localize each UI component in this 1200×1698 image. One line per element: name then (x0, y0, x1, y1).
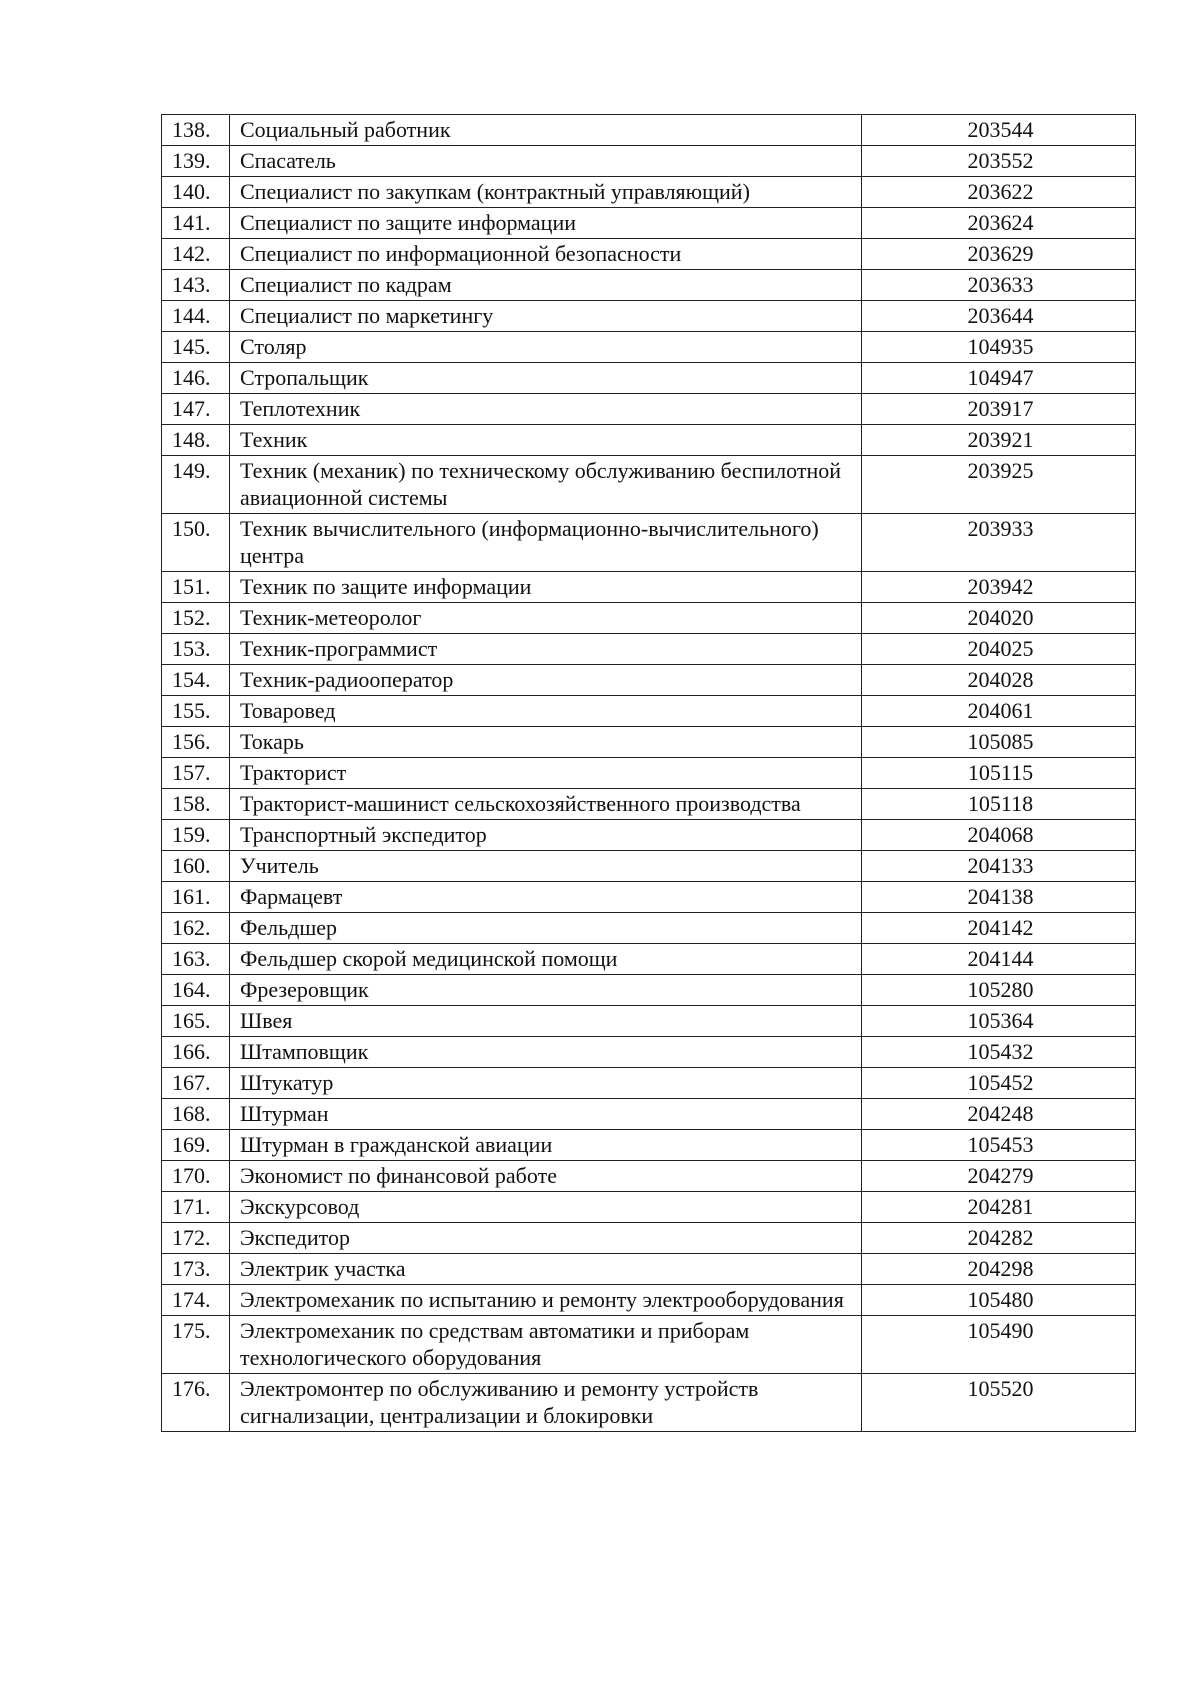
table-row (162, 882, 1136, 913)
profession-name-cell: Транспортный экспедитор (230, 820, 862, 851)
row-number-cell: 141. (162, 208, 230, 239)
profession-code-cell: 204025 (862, 634, 1136, 665)
row-number-cell: 158. (162, 789, 230, 820)
profession-name-cell: Штурман (230, 1099, 862, 1130)
table-row (162, 820, 1136, 851)
row-number-cell: 147. (162, 394, 230, 425)
profession-code-cell: 104947 (862, 363, 1136, 394)
profession-code-cell: 204281 (862, 1192, 1136, 1223)
profession-name-cell: Учитель (230, 851, 862, 882)
profession-code-cell: 203633 (862, 270, 1136, 301)
profession-code-cell: 105118 (862, 789, 1136, 820)
row-number-cell: 153. (162, 634, 230, 665)
table-row (162, 1130, 1136, 1161)
row-number-cell: 146. (162, 363, 230, 394)
table-row (162, 1161, 1136, 1192)
profession-name-cell: Теплотехник (230, 394, 862, 425)
profession-code-cell: 204020 (862, 603, 1136, 634)
row-number-cell: 138. (162, 115, 230, 146)
row-number-cell: 174. (162, 1285, 230, 1316)
row-number-cell: 166. (162, 1037, 230, 1068)
row-number-cell: 156. (162, 727, 230, 758)
profession-name-cell: Стропальщик (230, 363, 862, 394)
profession-code-cell: 105280 (862, 975, 1136, 1006)
profession-code-cell: 204068 (862, 820, 1136, 851)
table-row (162, 1192, 1136, 1223)
row-number-cell: 176. (162, 1374, 230, 1432)
profession-name-cell: Швея (230, 1006, 862, 1037)
row-number-cell: 139. (162, 146, 230, 177)
profession-code-cell: 203544 (862, 115, 1136, 146)
profession-code-cell: 203622 (862, 177, 1136, 208)
profession-name-cell: Специалист по кадрам (230, 270, 862, 301)
profession-code-cell: 105432 (862, 1037, 1136, 1068)
profession-name-cell: Электромеханик по испытанию и ремонту электрооборудования (230, 1285, 862, 1316)
profession-name-cell: Экспедитор (230, 1223, 862, 1254)
row-number-cell: 168. (162, 1099, 230, 1130)
row-number-cell: 171. (162, 1192, 230, 1223)
row-number-cell: 143. (162, 270, 230, 301)
profession-name-cell: Штамповщик (230, 1037, 862, 1068)
table-row (162, 975, 1136, 1006)
row-number-cell: 157. (162, 758, 230, 789)
table-row (162, 115, 1136, 146)
table-row (162, 301, 1136, 332)
profession-code-cell: 203921 (862, 425, 1136, 456)
profession-code-cell: 204133 (862, 851, 1136, 882)
profession-code-cell: 203917 (862, 394, 1136, 425)
profession-name-cell: Специалист по информационной безопасности (230, 239, 862, 270)
table-row (162, 394, 1136, 425)
profession-code-cell: 204142 (862, 913, 1136, 944)
professions-table (161, 114, 1136, 1432)
profession-name-cell: Электромеханик по средствам автоматики и приборам технологического оборудования (230, 1316, 862, 1374)
table-row (162, 1374, 1136, 1432)
table-row (162, 270, 1136, 301)
table-row (162, 239, 1136, 270)
row-number-cell: 151. (162, 572, 230, 603)
table-row (162, 851, 1136, 882)
row-number-cell: 152. (162, 603, 230, 634)
row-number-cell: 148. (162, 425, 230, 456)
profession-name-cell: Фармацевт (230, 882, 862, 913)
table-row (162, 1037, 1136, 1068)
table-row (162, 634, 1136, 665)
profession-code-cell: 204138 (862, 882, 1136, 913)
profession-code-cell: 105085 (862, 727, 1136, 758)
table-row (162, 913, 1136, 944)
row-number-cell: 169. (162, 1130, 230, 1161)
profession-name-cell: Специалист по защите информации (230, 208, 862, 239)
row-number-cell: 173. (162, 1254, 230, 1285)
row-number-cell: 142. (162, 239, 230, 270)
profession-code-cell: 105364 (862, 1006, 1136, 1037)
profession-name-cell: Электромонтер по обслуживанию и ремонту устройств сигнализации, централизации и блокировки (230, 1374, 862, 1432)
profession-code-cell: 203644 (862, 301, 1136, 332)
table-row (162, 696, 1136, 727)
table-row (162, 425, 1136, 456)
table-row (162, 1316, 1136, 1374)
profession-name-cell: Электрик участка (230, 1254, 862, 1285)
table-row (162, 665, 1136, 696)
profession-code-cell: 105520 (862, 1374, 1136, 1432)
profession-name-cell: Товаровед (230, 696, 862, 727)
table-row (162, 1254, 1136, 1285)
row-number-cell: 167. (162, 1068, 230, 1099)
row-number-cell: 164. (162, 975, 230, 1006)
table-row (162, 332, 1136, 363)
profession-name-cell: Техник (230, 425, 862, 456)
table-row (162, 1099, 1136, 1130)
profession-name-cell: Токарь (230, 727, 862, 758)
profession-name-cell: Техник-программист (230, 634, 862, 665)
profession-code-cell: 203552 (862, 146, 1136, 177)
profession-name-cell: Техник по защите информации (230, 572, 862, 603)
profession-name-cell: Специалист по маркетингу (230, 301, 862, 332)
profession-name-cell: Техник-метеоролог (230, 603, 862, 634)
row-number-cell: 163. (162, 944, 230, 975)
table-row (162, 789, 1136, 820)
profession-code-cell: 105453 (862, 1130, 1136, 1161)
table-row (162, 208, 1136, 239)
row-number-cell: 145. (162, 332, 230, 363)
row-number-cell: 154. (162, 665, 230, 696)
profession-name-cell: Техник вычислительного (информационно-вычислительного) центра (230, 514, 862, 572)
profession-code-cell: 204144 (862, 944, 1136, 975)
table-row (162, 1068, 1136, 1099)
profession-code-cell: 203629 (862, 239, 1136, 270)
profession-code-cell: 104935 (862, 332, 1136, 363)
profession-name-cell: Экономист по финансовой работе (230, 1161, 862, 1192)
table-row (162, 456, 1136, 514)
table-row (162, 727, 1136, 758)
profession-code-cell: 204028 (862, 665, 1136, 696)
profession-name-cell: Тракторист-машинист сельскохозяйственного производства (230, 789, 862, 820)
profession-code-cell: 105480 (862, 1285, 1136, 1316)
row-number-cell: 149. (162, 456, 230, 514)
row-number-cell: 172. (162, 1223, 230, 1254)
row-number-cell: 175. (162, 1316, 230, 1374)
table-row (162, 1006, 1136, 1037)
profession-code-cell: 203942 (862, 572, 1136, 603)
table-row (162, 944, 1136, 975)
row-number-cell: 165. (162, 1006, 230, 1037)
table-row (162, 1285, 1136, 1316)
table-row (162, 363, 1136, 394)
profession-code-cell: 105115 (862, 758, 1136, 789)
profession-code-cell: 204061 (862, 696, 1136, 727)
profession-name-cell: Фельдшер (230, 913, 862, 944)
profession-code-cell: 204298 (862, 1254, 1136, 1285)
profession-code-cell: 203925 (862, 456, 1136, 514)
row-number-cell: 144. (162, 301, 230, 332)
profession-name-cell: Столяр (230, 332, 862, 363)
row-number-cell: 159. (162, 820, 230, 851)
profession-code-cell: 105452 (862, 1068, 1136, 1099)
row-number-cell: 170. (162, 1161, 230, 1192)
table-row (162, 1223, 1136, 1254)
professions-table-body (162, 115, 1136, 1432)
profession-code-cell: 204279 (862, 1161, 1136, 1192)
profession-name-cell: Штурман в гражданской авиации (230, 1130, 862, 1161)
profession-code-cell: 105490 (862, 1316, 1136, 1374)
row-number-cell: 140. (162, 177, 230, 208)
profession-code-cell: 204248 (862, 1099, 1136, 1130)
table-row (162, 572, 1136, 603)
profession-name-cell: Социальный работник (230, 115, 862, 146)
profession-name-cell: Фрезеровщик (230, 975, 862, 1006)
profession-name-cell: Штукатур (230, 1068, 862, 1099)
profession-name-cell: Техник (механик) по техническому обслуживанию беспилотной авиационной системы (230, 456, 862, 514)
row-number-cell: 150. (162, 514, 230, 572)
table-row (162, 603, 1136, 634)
profession-name-cell: Спасатель (230, 146, 862, 177)
table-row (162, 177, 1136, 208)
profession-code-cell: 204282 (862, 1223, 1136, 1254)
profession-name-cell: Специалист по закупкам (контрактный управляющий) (230, 177, 862, 208)
table-row (162, 146, 1136, 177)
profession-code-cell: 203933 (862, 514, 1136, 572)
profession-name-cell: Фельдшер скорой медицинской помощи (230, 944, 862, 975)
table-row (162, 514, 1136, 572)
profession-name-cell: Экскурсовод (230, 1192, 862, 1223)
row-number-cell: 160. (162, 851, 230, 882)
row-number-cell: 155. (162, 696, 230, 727)
table-row (162, 758, 1136, 789)
row-number-cell: 162. (162, 913, 230, 944)
profession-name-cell: Техник-радиооператор (230, 665, 862, 696)
row-number-cell: 161. (162, 882, 230, 913)
profession-code-cell: 203624 (862, 208, 1136, 239)
profession-name-cell: Тракторист (230, 758, 862, 789)
